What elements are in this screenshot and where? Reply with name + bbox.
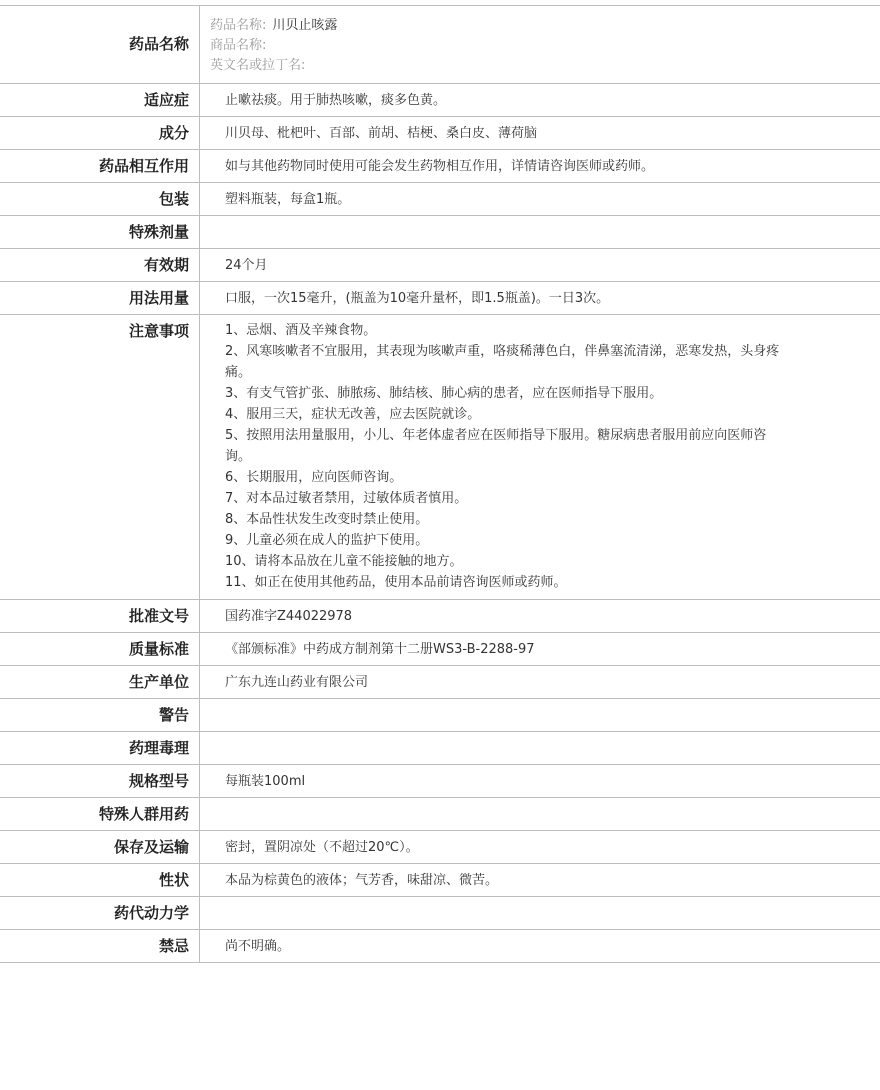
- row-label: 警告: [0, 699, 200, 731]
- row-label: 注意事项: [0, 315, 200, 599]
- row-value: 每瓶装100ml: [225, 774, 306, 789]
- drug-name-values: [200, 6, 880, 83]
- row-value: [200, 732, 880, 764]
- row-value: [200, 798, 880, 830]
- row-value: [200, 897, 880, 929]
- row-label: 药品相互作用: [0, 150, 200, 182]
- row-label: 禁忌: [0, 930, 200, 962]
- row-label: 药品名称: [0, 6, 200, 83]
- row-label: 药代动力学: [0, 897, 200, 929]
- row-label: 规格型号: [0, 765, 200, 797]
- english-name-label: 英文名或拉丁名:: [210, 58, 306, 73]
- row-precautions: [0, 315, 880, 600]
- list-item: 5、按照用法用量服用，小儿、年老体虚者应在医师指导下服用。糖尿病患者服用前应向医师咨询。: [225, 428, 767, 464]
- row-approval-number: [0, 600, 880, 633]
- row-value: 川贝母、枇杷叶、百部、前胡、桔梗、桑白皮、薄荷脑: [225, 126, 538, 141]
- row-special-populations: [0, 798, 880, 831]
- generic-name-line: [210, 16, 870, 36]
- list-item: 2、风寒咳嗽者不宜服用，其表现为咳嗽声重，咯痰稀薄色白，伴鼻塞流清涕，恶寒发热，头身疼痛。: [225, 344, 780, 380]
- row-quality-standard: [0, 633, 880, 666]
- row-value: 24个月: [225, 258, 268, 273]
- row-value: 如与其他药物同时使用可能会发生药物相互作用，详情请咨询医师或药师。: [225, 159, 655, 174]
- row-label: 有效期: [0, 249, 200, 281]
- list-item: 1、忌烟、酒及辛辣食物。: [225, 323, 377, 338]
- generic-name-label: 药品名称:: [210, 18, 267, 33]
- trade-name-line: [210, 36, 870, 56]
- row-pharmacology-toxicology: [0, 732, 880, 765]
- row-package: [0, 183, 880, 216]
- row-pharmacokinetics: [0, 897, 880, 930]
- row-value: [200, 699, 880, 731]
- row-label: 包装: [0, 183, 200, 215]
- row-storage-transport: [0, 831, 880, 864]
- row-value: 塑料瓶装，每盒1瓶。: [225, 192, 351, 207]
- row-specification: [0, 765, 880, 798]
- row-label: 特殊剂量: [0, 216, 200, 248]
- row-label: 性状: [0, 864, 200, 896]
- row-ingredients: [0, 117, 880, 150]
- list-item: 10、请将本品放在儿童不能接触的地方。: [225, 554, 463, 569]
- drug-info-table: [0, 5, 880, 963]
- list-item: 3、有支气管扩张、肺脓疡、肺结核、肺心病的患者，应在医师指导下服用。: [225, 386, 663, 401]
- list-item: 8、本品性状发生改变时禁止使用。: [225, 512, 429, 527]
- row-value: 口服，一次15毫升，(瓶盖为10毫升量杯，即1.5瓶盖)。一日3次。: [225, 291, 610, 306]
- english-name-line: [210, 56, 870, 76]
- row-manufacturer: [0, 666, 880, 699]
- row-interactions: [0, 150, 880, 183]
- row-value: 止嗽祛痰。用于肺热咳嗽，痰多色黄。: [225, 93, 447, 108]
- row-usage-dosage: [0, 282, 880, 315]
- row-label: 用法用量: [0, 282, 200, 314]
- generic-name-value: 川贝止咳露: [272, 18, 338, 33]
- list-item: 4、服用三天，症状无改善，应去医院就诊。: [225, 407, 481, 422]
- list-item: 9、儿童必须在成人的监护下使用。: [225, 533, 429, 548]
- row-value: 本品为棕黄色的液体；气芳香，味甜凉、微苦。: [225, 873, 499, 888]
- row-indications: [0, 84, 880, 117]
- row-value: 国药准字Z44022978: [225, 609, 353, 624]
- row-label: 质量标准: [0, 633, 200, 665]
- list-item: 7、对本品过敏者禁用，过敏体质者慎用。: [225, 491, 468, 506]
- list-item: 11、如正在使用其他药品，使用本品前请咨询医师或药师。: [225, 575, 567, 590]
- row-value: 《部颁标准》中药成方制剂第十二册WS3-B-2288-97: [225, 642, 535, 657]
- row-contraindications: [0, 930, 880, 963]
- row-label: 生产单位: [0, 666, 200, 698]
- row-special-dosage: [0, 216, 880, 249]
- row-warning: [0, 699, 880, 732]
- list-item: 6、长期服用，应向医师咨询。: [225, 470, 403, 485]
- row-shelf-life: [0, 249, 880, 282]
- row-value: 尚不明确。: [225, 939, 291, 954]
- row-label: 批准文号: [0, 600, 200, 632]
- row-label: 药理毒理: [0, 732, 200, 764]
- row-label: 适应症: [0, 84, 200, 116]
- row-value: [200, 216, 880, 248]
- trade-name-label: 商品名称:: [210, 38, 267, 53]
- row-label: 保存及运输: [0, 831, 200, 863]
- row-description: [0, 864, 880, 897]
- row-label: 特殊人群用药: [0, 798, 200, 830]
- precautions-list: [200, 315, 880, 599]
- row-value: 广东九连山药业有限公司: [225, 675, 369, 690]
- row-value: 密封，置阴凉处（不超过20℃）。: [225, 840, 419, 855]
- row-label: 成分: [0, 117, 200, 149]
- row-drug-name: [0, 6, 880, 84]
